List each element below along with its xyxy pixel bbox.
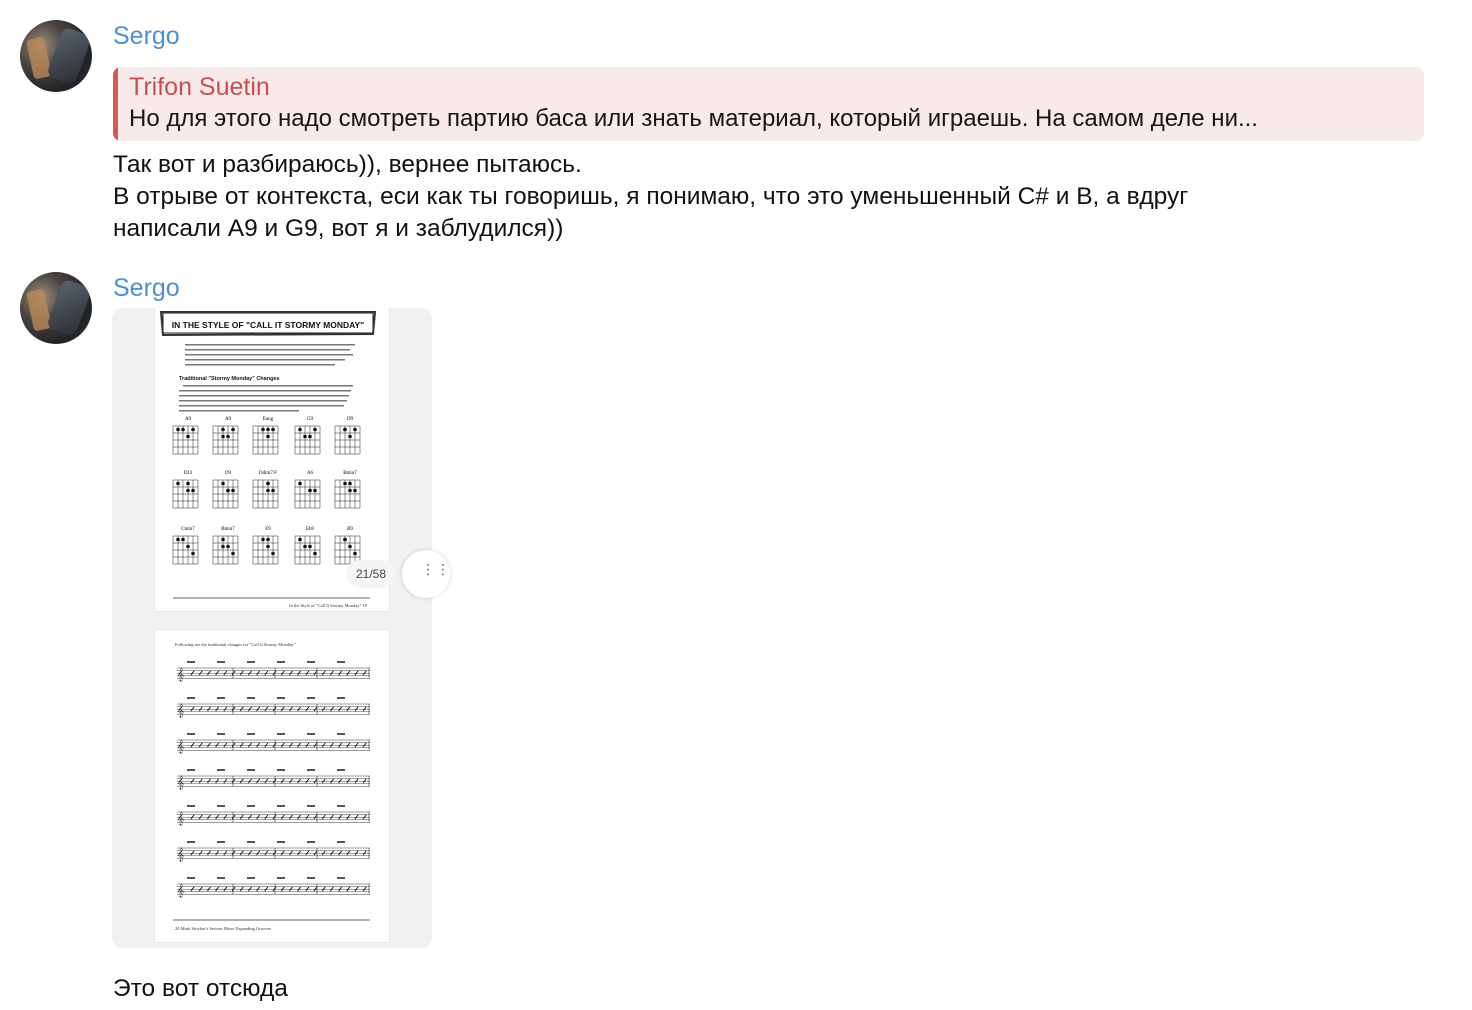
finger-dot <box>261 428 265 432</box>
chord-name: A9 <box>224 417 232 422</box>
finger-dot <box>298 538 302 542</box>
finger-dot <box>221 545 225 549</box>
chord-name: Cmin7 <box>181 527 195 532</box>
finger-dot <box>298 428 302 432</box>
finger-dot <box>176 538 180 542</box>
drag-handle-icon[interactable]: ⋮⋮ <box>402 550 450 598</box>
finger-dot <box>353 489 357 493</box>
message-caption: Это вот отсюда <box>113 975 288 1002</box>
finger-dot <box>348 435 352 439</box>
finger-dot <box>266 489 270 493</box>
finger-dot <box>266 538 270 542</box>
finger-dot <box>266 428 270 432</box>
sheet-music-page <box>155 630 389 942</box>
page-intro: Following are the traditional changes for "Call It Stormy Monday." <box>175 642 296 647</box>
chord-name: A6 <box>306 471 314 476</box>
finger-dot <box>221 538 225 542</box>
finger-dot <box>313 489 317 493</box>
finger-dot <box>231 552 235 556</box>
reply-accent-bar <box>113 67 118 141</box>
finger-dot <box>353 552 357 556</box>
reply-text: Но для этого надо смотреть партию баса или знать материал, который играешь. На самом деле ни... <box>129 105 1258 132</box>
finger-dot <box>308 545 312 549</box>
finger-dot <box>313 552 317 556</box>
chord-name: D13 <box>183 471 193 476</box>
finger-dot <box>343 482 347 486</box>
finger-dot <box>353 428 357 432</box>
finger-dot <box>221 435 225 439</box>
chord-name: E9 <box>265 527 271 532</box>
finger-dot <box>221 482 225 486</box>
section-heading: Traditional "Stormy Monday" Changes <box>179 376 280 382</box>
finger-dot <box>191 428 195 432</box>
treble-clef-icon: 𝄞 <box>177 703 185 717</box>
reply-quote[interactable] <box>113 67 1424 141</box>
page-title: IN THE STYLE OF "CALL IT STORMY MONDAY" <box>171 320 365 330</box>
treble-clef-icon: 𝄞 <box>177 739 185 753</box>
chord-name: D9 <box>224 471 232 476</box>
finger-dot <box>271 552 275 556</box>
treble-clef-icon: 𝄞 <box>177 775 185 789</box>
finger-dot <box>266 435 270 439</box>
finger-dot <box>303 545 307 549</box>
document-page <box>155 630 389 942</box>
page-counter: 21/58 <box>346 560 396 588</box>
finger-dot <box>176 428 180 432</box>
chord-name: A9 <box>184 417 192 422</box>
finger-dot <box>226 545 230 549</box>
treble-clef-icon: 𝄞 <box>177 811 185 825</box>
message-text-line: В отрыве от контекста, еси как ты говоришь, я понимаю, что это уменьшенный C# и B, а вдруг <box>113 183 1189 210</box>
finger-dot <box>181 428 185 432</box>
finger-dot <box>266 482 270 486</box>
finger-dot <box>186 545 190 549</box>
finger-dot <box>186 482 190 486</box>
finger-dot <box>226 489 230 493</box>
sender-name[interactable]: Sergo <box>113 22 180 50</box>
document-preview[interactable] <box>112 308 432 948</box>
page-footer: In the Style of "Call It Stormy Monday" 19 <box>289 603 367 608</box>
message-text-line: Так вот и разбираюсь)), вернее пытаюсь. <box>113 151 582 178</box>
finger-dot <box>348 545 352 549</box>
chord-name: D9 <box>346 417 354 422</box>
finger-dot <box>221 428 225 432</box>
finger-dot <box>313 428 317 432</box>
message-text-line: написали A9 и G9, вот я и заблудился)) <box>113 215 564 242</box>
treble-clef-icon: 𝄞 <box>177 847 185 861</box>
finger-dot <box>226 435 230 439</box>
finger-dot <box>231 489 235 493</box>
finger-dot <box>231 428 235 432</box>
finger-dot <box>186 435 190 439</box>
finger-dot <box>191 552 195 556</box>
finger-dot <box>298 482 302 486</box>
finger-dot <box>271 489 275 493</box>
page-footer: 20 Mark Stricker's Serious Blues Expanding Grooves <box>175 926 272 931</box>
finger-dot <box>176 482 180 486</box>
chord-name: Ddim7/F <box>258 471 278 476</box>
finger-dot <box>348 489 352 493</box>
reply-author: Trifon Suetin <box>129 73 270 101</box>
finger-dot <box>266 545 270 549</box>
finger-dot <box>308 489 312 493</box>
chord-name: G9 <box>306 417 314 422</box>
finger-dot <box>261 538 265 542</box>
chord-name: Eb9 <box>305 527 315 532</box>
finger-dot <box>191 489 195 493</box>
finger-dot <box>303 435 307 439</box>
sender-avatar[interactable] <box>20 20 92 92</box>
finger-dot <box>348 482 352 486</box>
finger-dot <box>308 435 312 439</box>
treble-clef-icon: 𝄞 <box>177 667 185 681</box>
chord-name: B9 <box>347 527 353 532</box>
chord-name: Bmin7 <box>343 471 357 476</box>
finger-dot <box>186 489 190 493</box>
finger-dot <box>343 538 347 542</box>
finger-dot <box>181 538 185 542</box>
sender-name[interactable]: Sergo <box>113 274 180 302</box>
chord-name: Bmin7 <box>221 527 235 532</box>
treble-clef-icon: 𝄞 <box>177 883 185 897</box>
sender-avatar[interactable] <box>20 272 92 344</box>
chord-name: Eaug <box>262 417 274 422</box>
finger-dot <box>343 428 347 432</box>
finger-dot <box>271 428 275 432</box>
